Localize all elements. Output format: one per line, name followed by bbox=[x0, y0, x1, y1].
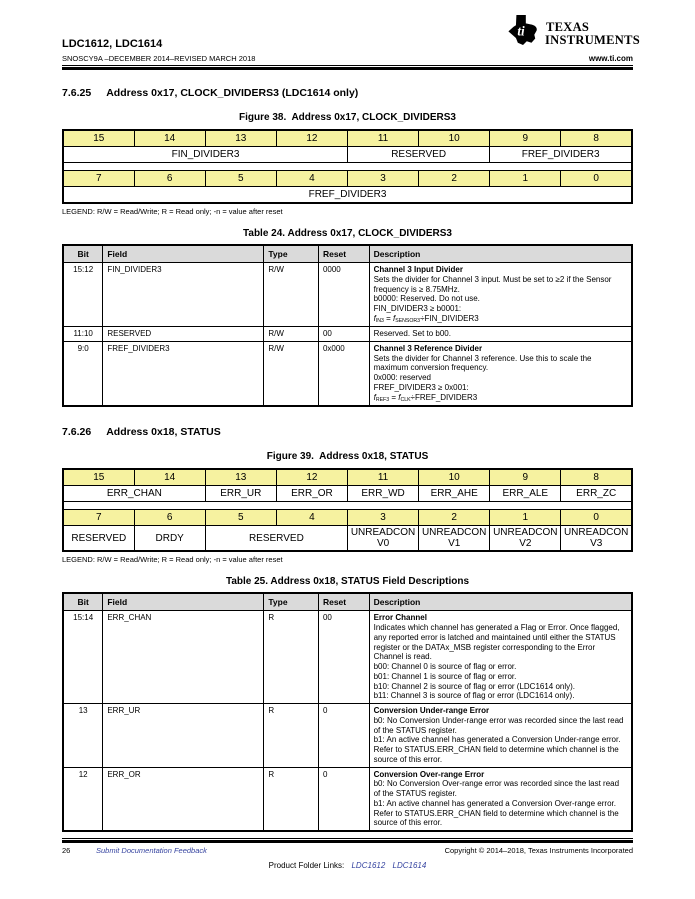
description-line: FREF_DIVIDER3 ≥ 0x001: bbox=[373, 382, 469, 392]
register-field-cell: UNREADCONV1 bbox=[419, 525, 490, 551]
bit-number-cell: 15 bbox=[63, 130, 134, 147]
description-line: 0x000: reserved bbox=[373, 373, 431, 383]
description-line bbox=[374, 314, 627, 324]
type-cell: R bbox=[264, 704, 319, 768]
texas-map-icon bbox=[506, 14, 540, 51]
description-line: Sets the divider for Channel 3 reference. Use this to scale the maximum conversion frequency. bbox=[373, 353, 592, 373]
table-row bbox=[63, 704, 632, 768]
bit-cell: 12 bbox=[63, 767, 103, 831]
doc-number: SNOSCY9A –DECEMBER 2014–REVISED MARCH 2018 bbox=[62, 54, 256, 63]
bit-cell: 13 bbox=[63, 704, 103, 768]
field-cell: ERR_UR bbox=[103, 704, 264, 768]
description-line: b10: Channel 2 is source of flag or error (LDC1614 only). bbox=[373, 681, 576, 691]
bit-number-cell: 7 bbox=[63, 509, 134, 525]
table-24-field-descriptions bbox=[62, 228, 633, 407]
reset-cell: 0 bbox=[318, 704, 369, 768]
svg-text:ti: ti bbox=[517, 23, 525, 39]
description-cell bbox=[369, 341, 632, 406]
gap-cell bbox=[63, 163, 632, 171]
bit-number-cell: 10 bbox=[419, 469, 490, 486]
field-cell: FIN_DIVIDER3 bbox=[103, 263, 264, 327]
ti-logo bbox=[506, 14, 640, 51]
type-cell: R/W bbox=[264, 327, 319, 342]
text-segment: ÷FIN_DIVIDER3 bbox=[420, 313, 479, 323]
bit-number-row bbox=[63, 509, 632, 525]
bit-cell: 15:14 bbox=[63, 611, 103, 704]
gap-row bbox=[63, 501, 632, 509]
figure-39-register-diagram bbox=[62, 451, 633, 564]
description-line: b0: No Conversion Under-range error was recorded since the last read of the STATUS register. bbox=[373, 715, 624, 735]
register-field-cell: FREF_DIVIDER3 bbox=[63, 187, 632, 204]
register-field-cell: ERR_ALE bbox=[490, 485, 561, 501]
text-segment: Channel 3 Reference Divider bbox=[373, 343, 483, 353]
table-row bbox=[63, 767, 632, 831]
register-field-row bbox=[63, 187, 632, 204]
description-line bbox=[374, 393, 627, 403]
register-field-cell: ERR_ZC bbox=[561, 485, 632, 501]
register-field-cell: ERR_AHE bbox=[419, 485, 490, 501]
description-cell bbox=[369, 263, 632, 327]
bit-number-cell: 0 bbox=[561, 509, 632, 525]
section-title: Address 0x17, CLOCK_DIVIDERS3 (LDC1614 only) bbox=[106, 87, 359, 99]
description-line: b0: No Conversion Over-range error was recorded since the last read of the STATUS register. bbox=[373, 779, 620, 799]
register-field-cell: RESERVED bbox=[348, 147, 490, 163]
bit-number-cell: 14 bbox=[134, 130, 205, 147]
description-line: b00: Channel 0 is source of flag or error. bbox=[373, 662, 517, 672]
register-field-cell: FREF_DIVIDER3 bbox=[490, 147, 632, 163]
text-segment: Conversion Over-range Error bbox=[373, 769, 485, 779]
text-segment: CLK bbox=[400, 396, 411, 403]
register-field-row bbox=[63, 525, 632, 551]
bit-number-cell: 6 bbox=[134, 171, 205, 187]
description-line: FIN_DIVIDER3 ≥ b0001: bbox=[373, 304, 462, 313]
table-header-row bbox=[63, 245, 632, 263]
description-line: Indicates which channel has generated a Flag or Error. Once flagged, any reported error is latched and maintained until either the STATUS register or the DATAx_MSB register corresponding to the Error Channel is read. bbox=[373, 623, 620, 662]
field-cell: ERR_OR bbox=[103, 767, 264, 831]
section-heading-clock-dividers3 bbox=[62, 87, 633, 99]
description-cell bbox=[369, 327, 632, 342]
figure-legend: LEGEND: R/W = Read/Write; R = Read only; -n = value after reset bbox=[62, 555, 283, 565]
text-segment: Error Channel bbox=[373, 613, 427, 623]
bit-number-cell: 2 bbox=[419, 509, 490, 525]
product-link-ldc1614[interactable]: LDC1614 bbox=[392, 861, 427, 870]
description-cell bbox=[369, 704, 632, 768]
bit-number-cell: 1 bbox=[490, 171, 561, 187]
field-description-table bbox=[62, 244, 633, 407]
bit-number-cell: 12 bbox=[276, 130, 347, 147]
bit-number-cell: 6 bbox=[134, 509, 205, 525]
column-header: Field bbox=[103, 593, 264, 611]
bit-number-cell: 13 bbox=[205, 469, 276, 486]
description-line: b0000: Reserved. Do not use. bbox=[373, 294, 480, 304]
register-field-cell: ERR_WD bbox=[348, 485, 419, 501]
ti-logo-wordmark bbox=[545, 14, 640, 47]
column-header: Description bbox=[369, 593, 632, 611]
bit-cell: 15:12 bbox=[63, 263, 103, 327]
text-segment: REF3 bbox=[375, 396, 390, 403]
column-header: Reset bbox=[318, 593, 369, 611]
register-field-cell: UNREADCONV2 bbox=[490, 525, 561, 551]
field-description-table bbox=[62, 592, 633, 832]
figure-caption: Figure 39. Address 0x18, STATUS bbox=[266, 450, 429, 462]
bit-number-cell: 4 bbox=[276, 171, 347, 187]
column-header: Description bbox=[369, 245, 632, 263]
ti-logo-line2: INSTRUMENTS bbox=[545, 33, 640, 48]
text-segment: f bbox=[373, 313, 376, 323]
register-field-cell: RESERVED bbox=[205, 525, 347, 551]
description-line: Sets the divider for Channel 3 input. Must be set to ≥2 if the Sensor frequency is ≥ 8.75MHz. bbox=[373, 274, 612, 294]
ti-website-link[interactable]: www.ti.com bbox=[588, 54, 633, 63]
description-cell bbox=[369, 767, 632, 831]
text-segment: f bbox=[373, 392, 376, 402]
description-line bbox=[374, 265, 627, 275]
description-line: b1: An active channel has generated a Conversion Under-range error. Refer to STATUS.ERR_CHAN field to determine which channel is the source of this error. bbox=[373, 735, 621, 764]
copyright-text: Copyright © 2014–2018, Texas Instruments Incorporated bbox=[444, 846, 633, 855]
bit-number-cell: 2 bbox=[419, 171, 490, 187]
column-header: Reset bbox=[318, 245, 369, 263]
bit-number-row bbox=[63, 130, 632, 147]
bit-number-cell: 3 bbox=[348, 509, 419, 525]
figure-caption: Figure 38. Address 0x17, CLOCK_DIVIDERS3 bbox=[239, 112, 456, 123]
description-line: b11: Channel 3 is source of flag or error (LDC1614 only). bbox=[373, 691, 575, 701]
bit-number-row bbox=[63, 171, 632, 187]
register-field-cell: RESERVED bbox=[63, 525, 134, 551]
bit-number-cell: 9 bbox=[490, 469, 561, 486]
product-links-label: Product Folder Links: bbox=[268, 861, 345, 870]
reset-cell: 0 bbox=[318, 767, 369, 831]
reset-cell: 0x000 bbox=[318, 341, 369, 406]
bit-number-cell: 14 bbox=[134, 469, 205, 486]
bit-number-cell: 8 bbox=[561, 130, 632, 147]
figure-38-register-diagram bbox=[62, 112, 633, 216]
description-line bbox=[374, 613, 627, 623]
doc-header-row bbox=[62, 54, 633, 63]
table-header-row bbox=[63, 593, 632, 611]
type-cell: R/W bbox=[264, 263, 319, 327]
bit-number-cell: 15 bbox=[63, 469, 134, 486]
bit-number-row bbox=[63, 469, 632, 486]
bit-number-cell: 4 bbox=[276, 509, 347, 525]
page-number: 26 bbox=[62, 846, 71, 855]
text-segment: Conversion Under-range Error bbox=[373, 706, 490, 716]
field-cell: ERR_CHAN bbox=[103, 611, 264, 704]
register-field-row bbox=[63, 485, 632, 501]
description-line bbox=[374, 770, 627, 780]
table-row bbox=[63, 341, 632, 406]
reset-cell: 00 bbox=[318, 327, 369, 342]
bit-number-cell: 5 bbox=[205, 171, 276, 187]
footer-row bbox=[62, 846, 633, 855]
section-heading-status bbox=[62, 426, 633, 438]
bit-number-cell: 12 bbox=[276, 469, 347, 486]
field-cell: FREF_DIVIDER3 bbox=[103, 341, 264, 406]
footer-rule bbox=[62, 838, 633, 843]
product-folder-links bbox=[62, 861, 633, 870]
section-number: 7.6.25 bbox=[62, 87, 92, 99]
type-cell: R bbox=[264, 767, 319, 831]
register-field-cell: UNREADCONV3 bbox=[561, 525, 632, 551]
register-bit-table bbox=[62, 129, 633, 204]
register-bit-table bbox=[62, 468, 633, 552]
bit-number-cell: 7 bbox=[63, 171, 134, 187]
bit-number-cell: 9 bbox=[490, 130, 561, 147]
table-row bbox=[63, 327, 632, 342]
table-row bbox=[63, 263, 632, 327]
column-header: Bit bbox=[63, 593, 103, 611]
text-segment: SENSOR3 bbox=[395, 317, 421, 324]
bit-number-cell: 8 bbox=[561, 469, 632, 486]
type-cell: R/W bbox=[264, 341, 319, 406]
text-segment: Channel 3 Input Divider bbox=[373, 265, 463, 274]
text-segment: f bbox=[393, 313, 396, 323]
product-link-ldc1612[interactable]: LDC1612 bbox=[351, 861, 386, 870]
table-25-field-descriptions bbox=[62, 576, 633, 832]
text-segment: = bbox=[383, 313, 394, 323]
reset-cell: 00 bbox=[318, 611, 369, 704]
bit-number-cell: 5 bbox=[205, 509, 276, 525]
register-field-cell: UNREADCONV0 bbox=[348, 525, 419, 551]
register-field-cell: ERR_OR bbox=[276, 485, 347, 501]
ti-logo-line1: TEXAS bbox=[546, 20, 590, 34]
type-cell: R bbox=[264, 611, 319, 704]
table-caption: Table 24. Address 0x17, CLOCK_DIVIDERS3 bbox=[243, 228, 452, 239]
column-header: Field bbox=[103, 245, 264, 263]
page-footer bbox=[62, 836, 633, 870]
reset-cell: 0000 bbox=[318, 263, 369, 327]
description-cell bbox=[369, 611, 632, 704]
section-title: Address 0x18, STATUS bbox=[106, 425, 221, 438]
description-line: b01: Channel 1 is source of flag or error. bbox=[373, 671, 517, 681]
field-cell: RESERVED bbox=[103, 327, 264, 342]
description-line bbox=[374, 344, 627, 354]
bit-number-cell: 0 bbox=[561, 171, 632, 187]
header-rule bbox=[62, 65, 633, 70]
register-field-cell: FIN_DIVIDER3 bbox=[63, 147, 348, 163]
part-numbers: LDC1612, LDC1614 bbox=[62, 38, 163, 50]
figure-legend: LEGEND: R/W = Read/Write; R = Read only; -n = value after reset bbox=[62, 207, 283, 216]
description-line bbox=[374, 706, 627, 716]
table-row bbox=[63, 611, 632, 704]
column-header: Bit bbox=[63, 245, 103, 263]
register-field-cell: ERR_UR bbox=[205, 485, 276, 501]
section-number: 7.6.26 bbox=[62, 425, 92, 438]
description-line: b1: An active channel has generated a Conversion Over-range error. Refer to STATUS.ERR_CHAN field to determine which channel is the source of this error. bbox=[373, 798, 619, 828]
bit-number-cell: 13 bbox=[205, 130, 276, 147]
bit-number-cell: 3 bbox=[348, 171, 419, 187]
text-segment: = bbox=[389, 392, 399, 402]
bit-cell: 9:0 bbox=[63, 341, 103, 406]
bit-cell: 11:10 bbox=[63, 327, 103, 342]
table-caption: Table 25. Address 0x18, STATUS Field Descriptions bbox=[225, 576, 470, 588]
text-segment: ÷FREF_DIVIDER3 bbox=[410, 392, 478, 402]
register-field-cell: ERR_CHAN bbox=[63, 485, 205, 501]
bit-number-cell: 11 bbox=[348, 130, 419, 147]
bit-number-cell: 11 bbox=[348, 469, 419, 486]
register-field-cell: DRDY bbox=[134, 525, 205, 551]
column-header: Type bbox=[264, 593, 319, 611]
column-header: Type bbox=[264, 245, 319, 263]
register-field-row bbox=[63, 147, 632, 163]
description-line: Reserved. Set to b00. bbox=[373, 329, 451, 339]
bit-number-cell: 10 bbox=[419, 130, 490, 147]
text-segment: IN3 bbox=[375, 317, 384, 324]
gap-cell bbox=[63, 501, 632, 509]
bit-number-cell: 1 bbox=[490, 509, 561, 525]
gap-row bbox=[63, 163, 632, 171]
text-segment: f bbox=[398, 392, 401, 402]
feedback-link[interactable]: Submit Documentation Feedback bbox=[96, 846, 207, 855]
